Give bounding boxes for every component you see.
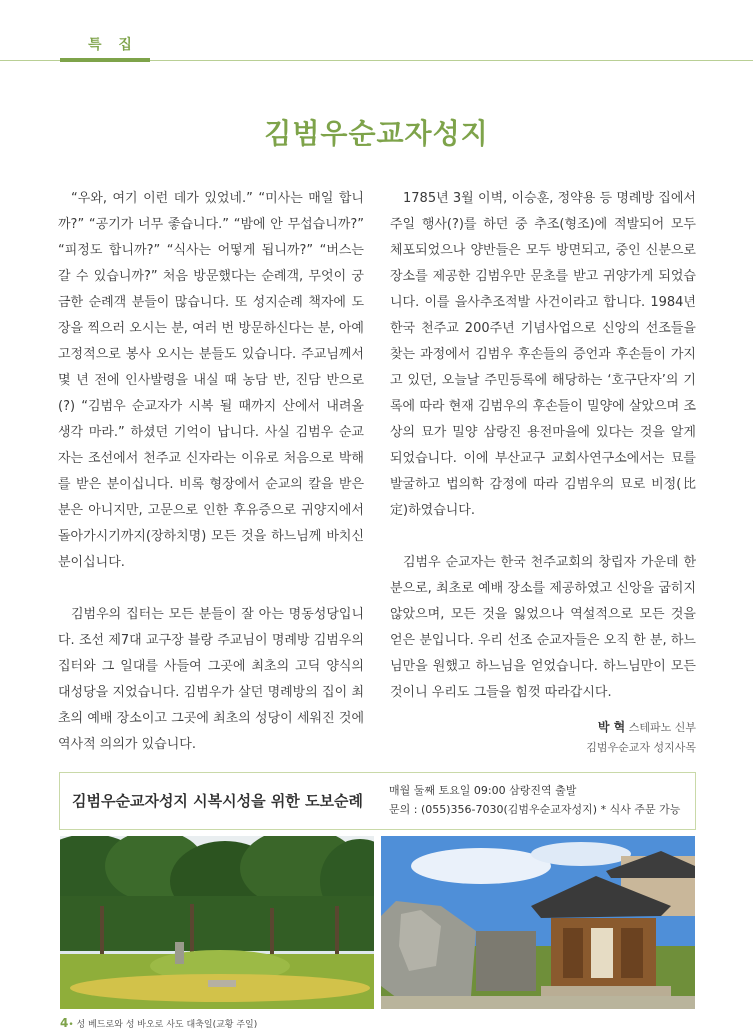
section-label: 특 집 xyxy=(88,37,138,53)
left-paragraph-2: 김범우의 집터는 모든 분들이 잘 아는 명동성당입니다. 조선 제7대 교구장 블랑 주교님이 명례방 김범우의 집터와 그 일대를 사들여 그곳에 최초의 고딕 양식의 대성당을 지었습니다. 김범우가 살던 명례방의 집이 최초의 예배 장소이고 그곳에 최초의 성당이 세워진 것에 역사적 의의가 있습니다. xyxy=(58,607,364,752)
photo-tomb xyxy=(60,836,374,1009)
left-paragraph-1: “우와, 여기 이런 데가 있었네.” “미사는 매일 합니까?” “공기가 너무 좋습니다.” “밤에 안 무섭습니까?” “피정도 합니까?” “식사는 어떻게 됩니까?” “버스는 갈 수 있습니까?” 처음 방문했다는 순례객, 무엇이 궁금한 순례객 분들이 많습니다. 또 성지순례 책자에 도장을 찍으러 오시는 분, 여러 번 방문하신다는 분, 아예 고정적으로 봉사 오시는 분들도 있습니다. 주교님께서 몇 년 전에 인사발령을 내실 때 농담 반, 진담 반으로(?) “김범우 순교자가 시복 될 때까지 산에서 내려올 생각 마라.” 하셨던 기억이 납니다. 사실 김범우 순교자는 조선에서 천주교 신자라는 이유로 처음으로 박해를 받은 분이십니다. 비록 형장에서 순교의 칼을 받은 분은 아니지만, 고문으로 인한 후유증으로 귀양지에서 돌아가시기까지(장하치명) 모든 것을 하느님께 바치신 분이십니다. xyxy=(58,191,364,570)
tomb-landscape-image xyxy=(60,836,374,1009)
page-title: 김범우순교자성지 xyxy=(264,117,489,150)
shrine-building-image xyxy=(381,836,695,1009)
footer xyxy=(60,1016,257,1030)
page-number: 4 xyxy=(60,1016,69,1030)
right-paragraph-1: 1785년 3월 이벽, 이승훈, 정약용 등 명례방 집에서 주일 행사(?)를 하던 중 추조(형조)에 적발되어 모두 체포되었으나 양반들은 모두 방면되고, 중인 신분으로 장소를 제공한 김범우만 문초를 받고 귀양가게 되었습니다. 이를 을사추조적발 사건이라고 합니다. 1984년 한국 천주교 200주년 기념사업으로 신앙의 선조들을 찾는 과정에서 김범우 후손들의 증언과 후손들이 가지고 있던, 오늘날 주민등록에 해당하는 ‘호구단자’의 기록에 따라 현재 김범우의 후손들이 밀양에 살았으며 조상의 묘가 밀양 삼랑진 용전마을에 있다는 것을 알게 되었습니다. 이에 부산교구 교회사연구소에서는 묘를 발굴하고 법의학 감정에 따라 김범우의 묘로 비정(比定)하였습니다. xyxy=(390,191,696,518)
left-column xyxy=(58,186,364,758)
signature-line xyxy=(586,717,696,738)
photo-shrine xyxy=(381,836,695,1009)
notice-box xyxy=(59,772,696,830)
footer-bullet: • xyxy=(68,1020,74,1030)
notice-contact: 문의 : (055)356-7030(김범우순교자성지) * 식사 주문 가능 xyxy=(389,803,681,816)
signature xyxy=(586,717,696,758)
notice-schedule: 매월 둘째 토요일 09:00 삼랑진역 출발 xyxy=(389,784,577,797)
notice-title: 김범우순교자성지 시복시성을 위한 도보순례 xyxy=(72,792,363,810)
right-paragraph-2: 김범우 순교자는 한국 천주교회의 창립자 가운데 한분으로, 최초로 예배 장소를 제공하였고 신앙을 굽히지 않았으며, 모든 것을 잃었으나 역설적으로 모든 것을 얻은 분입니다. 우리 선조 순교자들은 오직 한 분, 하느님만을 원했고 하느님을 얻었습니다. 하느님만이 모든 것이니 우리도 그들을 힘껏 따라갑시다. xyxy=(390,555,696,700)
signature-role: 스테파노 신부 xyxy=(628,721,696,734)
top-rule-accent xyxy=(60,58,150,62)
signature-name: 박 혁 xyxy=(597,720,626,734)
signature-org: 김범우순교자 성지사목 xyxy=(586,741,696,754)
notice-info xyxy=(389,781,680,819)
right-column xyxy=(390,186,696,706)
footer-caption: 성 베드로와 성 바오로 사도 대축일(교황 주일) xyxy=(76,1020,258,1030)
